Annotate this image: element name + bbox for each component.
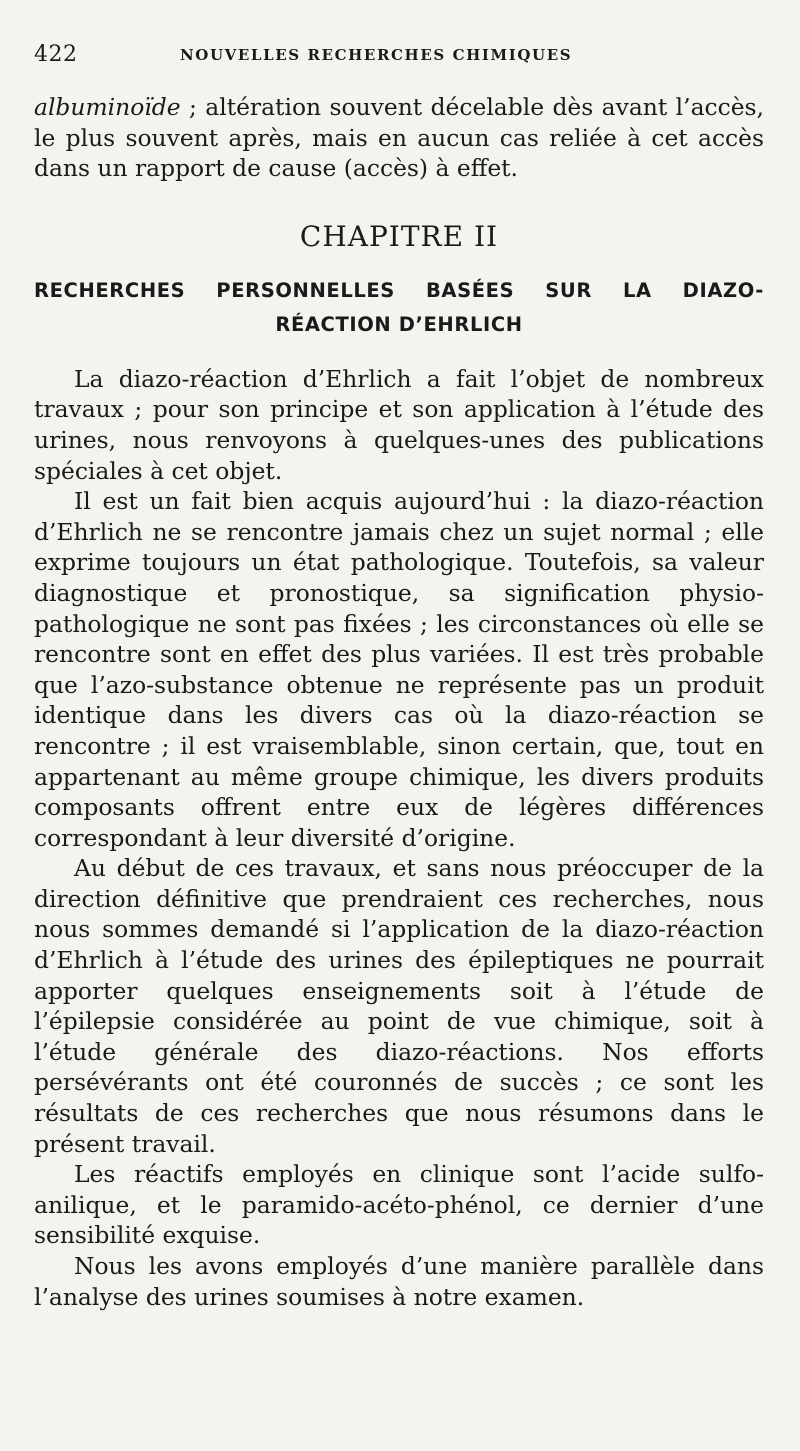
intro-paragraph	[34, 92, 764, 184]
running-head: NOUVELLES RECHERCHES CHIMIQUES	[180, 46, 573, 64]
paragraph: Au début de ces travaux, et sans nous préoccuper de la direction définitive que prendraient ces recherches, nous nous sommes demandé si l’application de la diazo-réaction d’Ehrlich à l’étude des urines des épileptiques ne pourrait apporter quelques enseignements soit à l’étude de l’épilepsie considérée au point de vue chimique, soit à l’étude générale des diazo-réactions. Nos efforts persévérants ont été couronnés de succès ; ce sont les résultats de ces recherches que nous résumons dans le présent travail.	[34, 854, 764, 1158]
intro-text: ; altération souvent décelable dès avant l’accès, le plus souvent après, mais en aucun cas reliée à cet accès dans un rapport de cause (accès) à effet.	[34, 93, 764, 183]
section-title	[34, 274, 764, 342]
paragraph: Nous les avons employés d’une manière parallèle dans l’analyse des urines soumises à notre examen.	[34, 1252, 764, 1311]
paragraph: La diazo-réaction d’Ehrlich a fait l’objet de nombreux travaux ; pour son principe et son application à l’étude des urines, nous renvoyons à quelques-unes des publications spéciales à cet objet.	[34, 364, 764, 485]
paragraph: Les réactifs employés en clinique sont l’acide sulfo-anilique, et le paramido-acéto-phénol, ce dernier d’une sensibilité exquise.	[34, 1160, 764, 1250]
body-text	[34, 92, 764, 1312]
paragraph: Il est un fait bien acquis aujourd’hui : la diazo-réaction d’Ehrlich ne se rencontre jamais chez un sujet normal ; elle exprime toujours un état pathologique. Toutefois, sa valeur diagnostique et pronostique, sa signification physio-pathologique ne sont pas fixées ; les circonstances où elle se rencontre sont en effet des plus variées. Il est très probable que l’azo-substance obtenue ne représente pas un produit identique dans les divers cas où la diazo-réaction se rencontre ; il est vraisemblable, sinon certain, que, tout en appartenant au même groupe chimique, les divers produits composants offrent entre eux de légères différences correspondant à leur diversité d’origine.	[34, 487, 764, 852]
chapter-title: CHAPITRE II	[299, 219, 499, 253]
page-number: 422	[34, 42, 78, 67]
page-header	[34, 42, 764, 76]
section-title-line-2: RÉACTION D’EHRLICH	[275, 312, 523, 336]
section-title-line-1: RECHERCHES PERSONNELLES BASÉES SUR LA DIAZO-	[34, 278, 764, 302]
intro-italic-word: albuminoïde	[34, 93, 181, 121]
